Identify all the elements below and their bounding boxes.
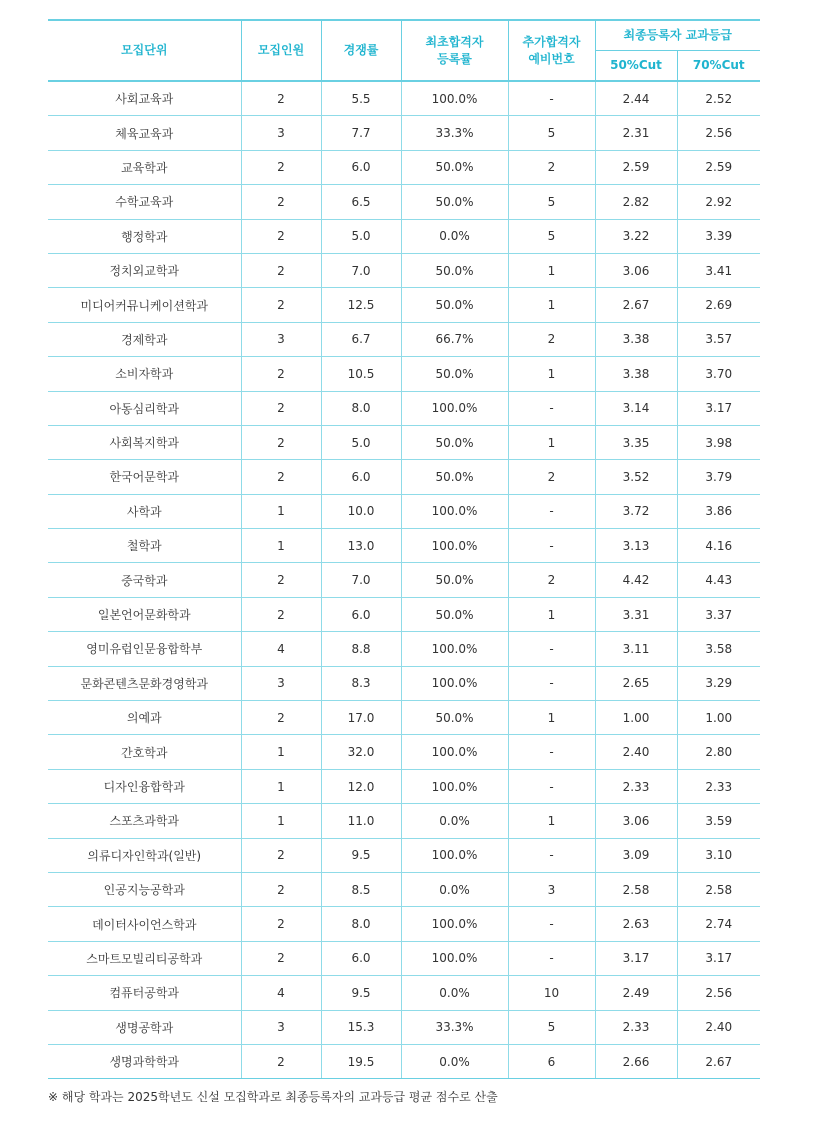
cell-cut50: 2.66 [595, 1044, 677, 1078]
cell-first-reg: 100.0% [401, 735, 508, 769]
cell-waitlist: 5 [508, 1010, 595, 1044]
cell-competition: 6.0 [321, 941, 401, 975]
cell-recruit: 1 [241, 735, 321, 769]
cell-recruit: 2 [241, 185, 321, 219]
cell-waitlist: - [508, 769, 595, 803]
cell-waitlist: 6 [508, 1044, 595, 1078]
cell-cut70: 3.37 [677, 597, 760, 631]
cell-unit: 인공지능공학과 [48, 872, 241, 906]
cell-recruit: 2 [241, 941, 321, 975]
cell-cut70: 3.17 [677, 941, 760, 975]
cell-competition: 5.5 [321, 81, 401, 116]
cell-waitlist: 1 [508, 597, 595, 631]
cell-unit: 중국학과 [48, 563, 241, 597]
table-row [48, 460, 760, 494]
cell-cut50: 3.35 [595, 425, 677, 459]
table-row [48, 529, 760, 563]
cell-first-reg: 100.0% [401, 494, 508, 528]
cell-cut50: 2.31 [595, 116, 677, 150]
cell-waitlist: 1 [508, 804, 595, 838]
cell-cut50: 3.13 [595, 529, 677, 563]
cell-cut50: 2.33 [595, 1010, 677, 1044]
cell-recruit: 2 [241, 219, 321, 253]
cell-competition: 6.5 [321, 185, 401, 219]
cell-competition: 7.0 [321, 253, 401, 287]
cell-competition: 9.5 [321, 976, 401, 1010]
table-header [48, 20, 760, 81]
table-row [48, 391, 760, 425]
cell-cut70: 3.17 [677, 391, 760, 425]
table-body [48, 81, 760, 1079]
cell-waitlist: - [508, 666, 595, 700]
cell-first-reg: 33.3% [401, 1010, 508, 1044]
cell-competition: 10.0 [321, 494, 401, 528]
cell-cut50: 3.38 [595, 357, 677, 391]
table-row [48, 1044, 760, 1078]
cell-first-reg: 100.0% [401, 907, 508, 941]
cell-recruit: 2 [241, 81, 321, 116]
cell-cut50: 2.59 [595, 150, 677, 184]
cell-waitlist: - [508, 941, 595, 975]
cell-cut70: 3.10 [677, 838, 760, 872]
cell-unit: 문화콘텐츠문화경영학과 [48, 666, 241, 700]
cell-first-reg: 50.0% [401, 425, 508, 459]
cell-cut70: 3.29 [677, 666, 760, 700]
cell-cut50: 2.67 [595, 288, 677, 322]
cell-recruit: 2 [241, 563, 321, 597]
cell-recruit: 1 [241, 804, 321, 838]
table-row [48, 357, 760, 391]
table-row [48, 81, 760, 116]
cell-cut50: 3.06 [595, 253, 677, 287]
cell-recruit: 2 [241, 150, 321, 184]
cell-first-reg: 50.0% [401, 701, 508, 735]
cell-unit: 정치외교학과 [48, 253, 241, 287]
cell-waitlist: 5 [508, 116, 595, 150]
cell-competition: 15.3 [321, 1010, 401, 1044]
cell-recruit: 2 [241, 872, 321, 906]
cell-cut70: 4.43 [677, 563, 760, 597]
cell-waitlist: 1 [508, 253, 595, 287]
cell-cut50: 3.11 [595, 632, 677, 666]
cell-recruit: 2 [241, 391, 321, 425]
cell-first-reg: 50.0% [401, 563, 508, 597]
table-row [48, 219, 760, 253]
cell-competition: 8.0 [321, 907, 401, 941]
table-row [48, 288, 760, 322]
cell-competition: 10.5 [321, 357, 401, 391]
table-row [48, 116, 760, 150]
cell-cut50: 2.65 [595, 666, 677, 700]
cell-unit: 아동심리학과 [48, 391, 241, 425]
cell-first-reg: 33.3% [401, 116, 508, 150]
cell-cut70: 3.86 [677, 494, 760, 528]
cell-first-reg: 50.0% [401, 253, 508, 287]
header-cut50: 50%Cut [595, 51, 677, 82]
cell-first-reg: 50.0% [401, 357, 508, 391]
table-row [48, 907, 760, 941]
cell-unit: 경제학과 [48, 322, 241, 356]
admissions-table-container [48, 19, 760, 1079]
cell-cut50: 3.31 [595, 597, 677, 631]
cell-unit: 생명과학학과 [48, 1044, 241, 1078]
cell-waitlist: - [508, 735, 595, 769]
cell-first-reg: 0.0% [401, 976, 508, 1010]
table-row [48, 597, 760, 631]
cell-competition: 5.0 [321, 219, 401, 253]
cell-cut50: 3.09 [595, 838, 677, 872]
cell-first-reg: 50.0% [401, 460, 508, 494]
cell-cut70: 3.59 [677, 804, 760, 838]
cell-unit: 교육학과 [48, 150, 241, 184]
cell-recruit: 3 [241, 666, 321, 700]
cell-first-reg: 0.0% [401, 804, 508, 838]
admissions-table [48, 19, 760, 1079]
cell-cut70: 2.56 [677, 116, 760, 150]
cell-recruit: 3 [241, 1010, 321, 1044]
header-competition: 경쟁률 [321, 20, 401, 81]
cell-cut70: 4.16 [677, 529, 760, 563]
cell-cut50: 2.33 [595, 769, 677, 803]
cell-unit: 영미유럽인문융합학부 [48, 632, 241, 666]
cell-unit: 한국어문학과 [48, 460, 241, 494]
cell-competition: 6.0 [321, 460, 401, 494]
table-row [48, 322, 760, 356]
cell-cut70: 3.79 [677, 460, 760, 494]
cell-recruit: 1 [241, 494, 321, 528]
cell-recruit: 2 [241, 907, 321, 941]
cell-waitlist: 10 [508, 976, 595, 1010]
cell-recruit: 2 [241, 701, 321, 735]
cell-cut50: 3.72 [595, 494, 677, 528]
cell-cut70: 2.67 [677, 1044, 760, 1078]
cell-cut50: 3.52 [595, 460, 677, 494]
cell-competition: 13.0 [321, 529, 401, 563]
cell-unit: 의류디자인학과(일반) [48, 838, 241, 872]
cell-unit: 컴퓨터공학과 [48, 976, 241, 1010]
table-row [48, 494, 760, 528]
table-row [48, 563, 760, 597]
cell-first-reg: 0.0% [401, 872, 508, 906]
cell-first-reg: 100.0% [401, 666, 508, 700]
table-row [48, 976, 760, 1010]
cell-cut70: 1.00 [677, 701, 760, 735]
cell-waitlist: 1 [508, 701, 595, 735]
cell-unit: 간호학과 [48, 735, 241, 769]
cell-cut70: 2.58 [677, 872, 760, 906]
footnote: ※ 해당 학과는 2025학년도 신설 모집학과로 최종등록자의 교과등급 평균 점수로 산출 [48, 1090, 498, 1104]
cell-unit: 소비자학과 [48, 357, 241, 391]
cell-recruit: 2 [241, 425, 321, 459]
cell-first-reg: 100.0% [401, 391, 508, 425]
cell-recruit: 4 [241, 632, 321, 666]
cell-unit: 행정학과 [48, 219, 241, 253]
header-final-grade: 최종등록자 교과등급 [595, 20, 760, 51]
table-row [48, 838, 760, 872]
cell-first-reg: 0.0% [401, 1044, 508, 1078]
cell-cut50: 3.14 [595, 391, 677, 425]
cell-recruit: 4 [241, 976, 321, 1010]
table-row [48, 425, 760, 459]
cell-first-reg: 100.0% [401, 838, 508, 872]
cell-unit: 체육교육과 [48, 116, 241, 150]
cell-recruit: 3 [241, 116, 321, 150]
cell-cut50: 1.00 [595, 701, 677, 735]
cell-competition: 6.0 [321, 150, 401, 184]
cell-waitlist: 2 [508, 322, 595, 356]
cell-cut70: 3.58 [677, 632, 760, 666]
cell-unit: 스포츠과학과 [48, 804, 241, 838]
cell-waitlist: 1 [508, 288, 595, 322]
cell-recruit: 2 [241, 597, 321, 631]
cell-waitlist: 5 [508, 219, 595, 253]
cell-cut70: 2.69 [677, 288, 760, 322]
table-row [48, 150, 760, 184]
cell-recruit: 2 [241, 253, 321, 287]
cell-first-reg: 100.0% [401, 632, 508, 666]
cell-first-reg: 100.0% [401, 769, 508, 803]
table-row [48, 632, 760, 666]
cell-cut50: 3.17 [595, 941, 677, 975]
cell-cut70: 3.41 [677, 253, 760, 287]
table-row [48, 735, 760, 769]
cell-competition: 7.0 [321, 563, 401, 597]
cell-recruit: 2 [241, 288, 321, 322]
cell-cut50: 2.58 [595, 872, 677, 906]
table-row [48, 666, 760, 700]
cell-competition: 17.0 [321, 701, 401, 735]
cell-unit: 디자인융합학과 [48, 769, 241, 803]
cell-waitlist: 1 [508, 357, 595, 391]
cell-first-reg: 50.0% [401, 597, 508, 631]
cell-waitlist: 2 [508, 460, 595, 494]
cell-waitlist: 5 [508, 185, 595, 219]
cell-competition: 6.7 [321, 322, 401, 356]
cell-cut70: 3.98 [677, 425, 760, 459]
cell-cut50: 3.22 [595, 219, 677, 253]
table-row [48, 253, 760, 287]
cell-competition: 8.8 [321, 632, 401, 666]
header-waitlist: 추가합격자 예비번호 [508, 20, 595, 81]
cell-competition: 5.0 [321, 425, 401, 459]
cell-unit: 생명공학과 [48, 1010, 241, 1044]
cell-cut50: 2.63 [595, 907, 677, 941]
header-unit: 모집단위 [48, 20, 241, 81]
cell-competition: 8.5 [321, 872, 401, 906]
cell-waitlist: - [508, 838, 595, 872]
cell-cut70: 3.57 [677, 322, 760, 356]
cell-recruit: 2 [241, 1044, 321, 1078]
cell-cut70: 3.70 [677, 357, 760, 391]
cell-waitlist: - [508, 81, 595, 116]
cell-cut50: 2.82 [595, 185, 677, 219]
cell-recruit: 1 [241, 769, 321, 803]
cell-waitlist: 3 [508, 872, 595, 906]
cell-competition: 8.0 [321, 391, 401, 425]
header-recruit: 모집인원 [241, 20, 321, 81]
header-first-registration: 최초합격자 등록률 [401, 20, 508, 81]
header-cut70: 70%Cut [677, 51, 760, 82]
table-row [48, 769, 760, 803]
cell-cut50: 3.38 [595, 322, 677, 356]
cell-recruit: 2 [241, 838, 321, 872]
table-row [48, 941, 760, 975]
cell-cut50: 3.06 [595, 804, 677, 838]
cell-unit: 철학과 [48, 529, 241, 563]
cell-cut70: 2.40 [677, 1010, 760, 1044]
cell-waitlist: - [508, 907, 595, 941]
cell-competition: 11.0 [321, 804, 401, 838]
cell-competition: 7.7 [321, 116, 401, 150]
cell-unit: 일본언어문화학과 [48, 597, 241, 631]
cell-unit: 의예과 [48, 701, 241, 735]
cell-competition: 32.0 [321, 735, 401, 769]
cell-cut50: 2.44 [595, 81, 677, 116]
cell-first-reg: 100.0% [401, 941, 508, 975]
cell-first-reg: 0.0% [401, 219, 508, 253]
cell-recruit: 3 [241, 322, 321, 356]
cell-unit: 데이터사이언스학과 [48, 907, 241, 941]
cell-first-reg: 66.7% [401, 322, 508, 356]
cell-waitlist: - [508, 494, 595, 528]
cell-waitlist: 1 [508, 425, 595, 459]
table-row [48, 701, 760, 735]
cell-waitlist: 2 [508, 563, 595, 597]
cell-waitlist: 2 [508, 150, 595, 184]
cell-waitlist: - [508, 632, 595, 666]
cell-recruit: 1 [241, 529, 321, 563]
cell-unit: 사학과 [48, 494, 241, 528]
cell-first-reg: 50.0% [401, 185, 508, 219]
cell-first-reg: 50.0% [401, 150, 508, 184]
cell-competition: 12.0 [321, 769, 401, 803]
cell-cut70: 2.80 [677, 735, 760, 769]
cell-cut70: 2.52 [677, 81, 760, 116]
cell-cut70: 2.59 [677, 150, 760, 184]
cell-unit: 수학교육과 [48, 185, 241, 219]
cell-waitlist: - [508, 391, 595, 425]
cell-cut70: 2.33 [677, 769, 760, 803]
cell-recruit: 2 [241, 357, 321, 391]
cell-unit: 사회교육과 [48, 81, 241, 116]
cell-unit: 스마트모빌리티공학과 [48, 941, 241, 975]
cell-cut70: 2.92 [677, 185, 760, 219]
table-row [48, 185, 760, 219]
table-row [48, 1010, 760, 1044]
cell-cut50: 2.49 [595, 976, 677, 1010]
cell-competition: 9.5 [321, 838, 401, 872]
cell-cut70: 2.56 [677, 976, 760, 1010]
cell-cut70: 3.39 [677, 219, 760, 253]
cell-competition: 19.5 [321, 1044, 401, 1078]
cell-cut50: 2.40 [595, 735, 677, 769]
cell-cut70: 2.74 [677, 907, 760, 941]
table-row [48, 872, 760, 906]
cell-unit: 사회복지학과 [48, 425, 241, 459]
cell-unit: 미디어커뮤니케이션학과 [48, 288, 241, 322]
cell-recruit: 2 [241, 460, 321, 494]
table-row [48, 804, 760, 838]
cell-first-reg: 100.0% [401, 81, 508, 116]
cell-first-reg: 50.0% [401, 288, 508, 322]
cell-competition: 6.0 [321, 597, 401, 631]
cell-cut50: 4.42 [595, 563, 677, 597]
cell-waitlist: - [508, 529, 595, 563]
cell-competition: 12.5 [321, 288, 401, 322]
cell-competition: 8.3 [321, 666, 401, 700]
cell-first-reg: 100.0% [401, 529, 508, 563]
